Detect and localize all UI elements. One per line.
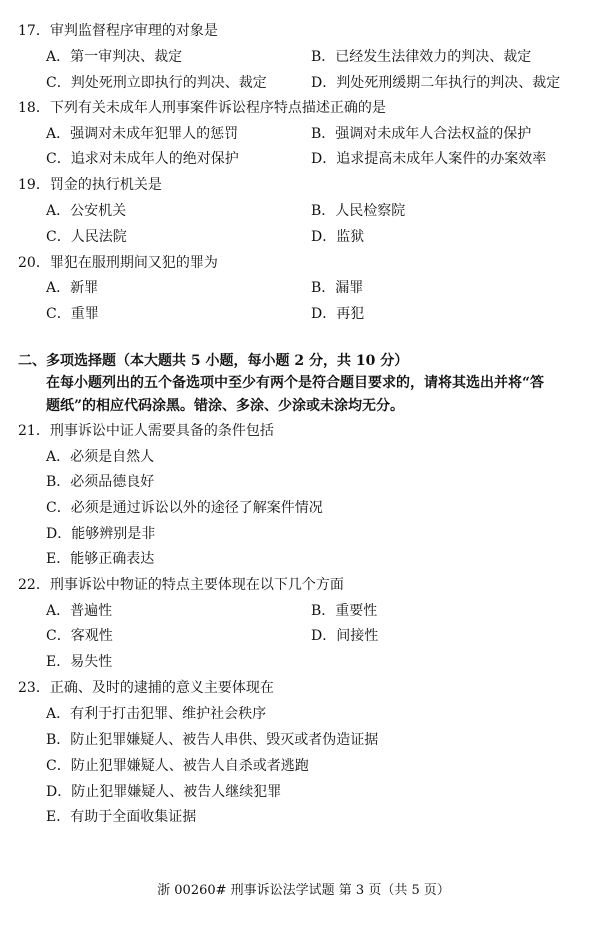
question-18-stem: 18．下列有关未成年人刑事案件诉讼程序特点描述正确的是 — [18, 100, 386, 116]
question-22-option-a: A．普遍性 — [46, 603, 113, 619]
question-18-option-a: A．强调对未成年犯罪人的惩罚 — [46, 126, 239, 142]
section-2-title: 二、多项选择题（本大题共 5 小题，每小题 2 分，共 10 分） — [18, 353, 409, 369]
question-19-option-c: C．人民法院 — [46, 229, 127, 245]
question-19-option-a: A．公安机关 — [46, 203, 127, 219]
question-19-option-b: B．人民检察院 — [311, 203, 406, 219]
question-21-option-a: A．必须是自然人 — [46, 449, 155, 465]
question-20-option-d: D．再犯 — [311, 306, 365, 322]
section-2-instruction-line-1: 在每小题列出的五个备选项中至少有两个是符合题目要求的，请将其选出并将“答 — [46, 375, 545, 391]
question-17-stem: 17．审判监督程序审理的对象是 — [18, 23, 218, 39]
question-21-option-d: D．能够辨别是非 — [46, 526, 156, 542]
question-21-option-c: C．必须是通过诉讼以外的途径了解案件情况 — [46, 500, 323, 516]
question-17-option-b: B．已经发生法律效力的判决、裁定 — [311, 49, 532, 65]
question-18-option-d: D．追求提高未成年人案件的办案效率 — [311, 151, 547, 167]
question-17-option-c: C．判处死刑立即执行的判决、裁定 — [46, 75, 267, 91]
question-19-option-d: D．监狱 — [311, 229, 365, 245]
question-19-stem: 19．罚金的执行机关是 — [18, 177, 162, 193]
question-18-option-b: B．强调对未成年人合法权益的保护 — [311, 126, 532, 142]
question-22-option-e: E．易失性 — [46, 654, 113, 670]
question-23-option-b: B．防止犯罪嫌疑人、被告人串供、毁灭或者伪造证据 — [46, 732, 379, 748]
question-18-option-c: C．追求对未成年人的绝对保护 — [46, 151, 239, 167]
question-22-option-d: D．间接性 — [311, 628, 379, 644]
question-20-option-c: C．重罪 — [46, 306, 99, 322]
question-17-option-d: D．判处死刑缓期二年执行的判决、裁定 — [311, 75, 561, 91]
question-22-option-c: C．客观性 — [46, 628, 113, 644]
question-23-stem: 23．正确、及时的逮捕的意义主要体现在 — [18, 680, 274, 696]
question-23-option-a: A．有利于打击犯罪、维护社会秩序 — [46, 706, 267, 722]
question-17-option-a: A．第一审判决、裁定 — [46, 49, 183, 65]
question-23-option-c: C．防止犯罪嫌疑人、被告人自杀或者逃跑 — [46, 758, 309, 774]
question-22-option-b: B．重要性 — [311, 603, 378, 619]
section-2-instruction-line-2: 题纸”的相应代码涂黑。错涂、多涂、少涂或未涂均无分。 — [46, 398, 405, 414]
question-21-option-b: B．必须品德良好 — [46, 474, 155, 490]
question-23-option-e: E．有助于全面收集证据 — [46, 809, 197, 825]
question-21-stem: 21．刑事诉讼中证人需要具备的条件包括 — [18, 423, 274, 439]
page-footer: 浙 00260# 刑事诉讼法学试题 第 3 页（共 5 页） — [157, 883, 450, 898]
question-23-option-d: D．防止犯罪嫌疑人、被告人继续犯罪 — [46, 784, 282, 800]
question-21-option-e: E．能够正确表达 — [46, 551, 155, 567]
question-20-option-a: A．新罪 — [46, 280, 99, 296]
question-20-option-b: B．漏罪 — [311, 280, 364, 296]
question-22-stem: 22．刑事诉讼中物证的特点主要体现在以下几个方面 — [18, 577, 344, 593]
question-20-stem: 20．罪犯在服刑期间又犯的罪为 — [18, 255, 218, 271]
